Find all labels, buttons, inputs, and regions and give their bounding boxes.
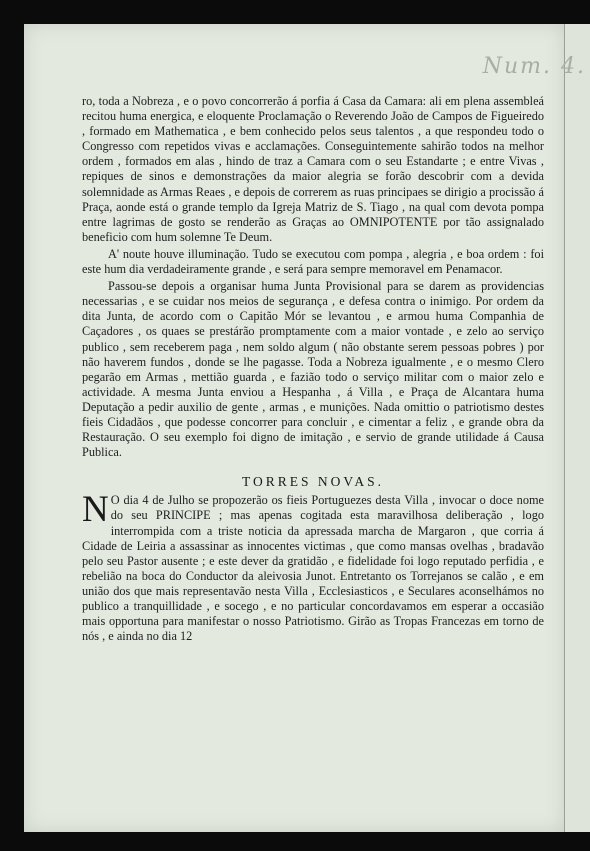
adjacent-page-edge xyxy=(482,24,590,832)
paragraph-torres-novas xyxy=(82,489,544,644)
paragraph-provisional-junta: Passou-se depois a organisar huma Junta Provisional para se darem as providencias necessarias , e se cuidar nos meios de segurança , e defesa contra o inimigo. Por ordem da dita Junta, de acordo com o Capitão Mór se levantou , e armou huma Companhia de Caçadores , os quaes se prestárão promptamente com a maior vontade , e zelo ao serviço publico , sem receberem paga , nem soldo algum ( não obstante serem pessoas pobres ) por não haverem fundos , donde se lhe pagasse. Toda a Nobreza igualmente , e o mesmo Clero pegarão em Armas , mettião guarda , e fazião todo o serviço militar com o maior zelo e actividade. A mesma Junta enviou a Hespanha , á Villa , e Praça de Alcantara huma Deputação a pedir auxilio de gente , armas , e munições. Nada omittio o patriotismo destes fieis Cidadãos , que podesse concorrer para concluir , e cimentar a feliz , e grande obra da Restauração. O seu exemplo foi digno de imitação , e servio de grande utilidade á Causa Publica. xyxy=(82,279,544,460)
paragraph-penamacor-ceremony: ro, toda a Nobreza , e o povo concorrerão á porfia á Casa da Camara: ali em plena assembleá recitou huma energica, e eloquente Proclamação o Reverendo João de Campos de Figueiredo , formado em Mathematica , e bem conhecido pelos seus talentos , a que respondeu todo o Congresso com repetidos vivas e acclamações. Conseguintemente sahirão todos na melhor ordem , formados em alas , hindo de traz a Camara com o seu Estandarte ; e entre Vivas , repiques de sinos e demonstrações da maior alegria se forão descobrir com a devida solemnidade as Armas Reaes , e depois de correrem as ruas principaes se dirigio a procissão á Praça, aonde está o grande templo da Igreja Matriz de S. Tiago , na qual com devota pompa entre lagrimas de gosto se renderão as Graças ao OMNIPOTENTE por tão assignalado beneficio com hum solemne Te Deum. xyxy=(82,94,544,244)
paragraph-illumination: A' noute houve illuminação. Tudo se executou com pompa , alegria , e boa ordem : foi este hum dia verdadeiramente grande , e será para sempre memoravel em Penamacor. xyxy=(82,246,544,277)
book-page xyxy=(24,24,564,832)
drop-cap: N xyxy=(82,489,109,531)
paragraph-torres-novas-text: O dia 4 de Julho se propozerão os fieis Portuguezes desta Villa , invocar o doce nome do seu PRINCIPE ; mas apenas cogitada esta maravilhosa deliberação , logo interrompida com a triste noticia da apressada marcha de Margaron , que corria á Cidade de Leiria a assassinar as innocentes victimas , que como mansas ovelhas , bradavão pelo seu Pastor ausente ; e este dever da gratidão , e fidelidade foi logo reputado perfidia , e rebelião na boca do Conductor da aleivosia Junot. Entretanto os Torrejanos se calão , e em união dos que mais representavão nesta Villa , Ecclesiasticos , e Seculares aconselhámos no publico a tranquillidade , e socego , e no particular concordavamos em esperar a occasião mais opportuna para manifestar o nosso Patriotismo. Girão as Tropas Francezas em torno de nós , e ainda no dia 12 xyxy=(82,493,544,644)
running-head-bleed-through: Num. 4. xyxy=(482,54,586,79)
page-text xyxy=(82,94,544,644)
section-title: TORRES NOVAS. xyxy=(241,474,385,490)
